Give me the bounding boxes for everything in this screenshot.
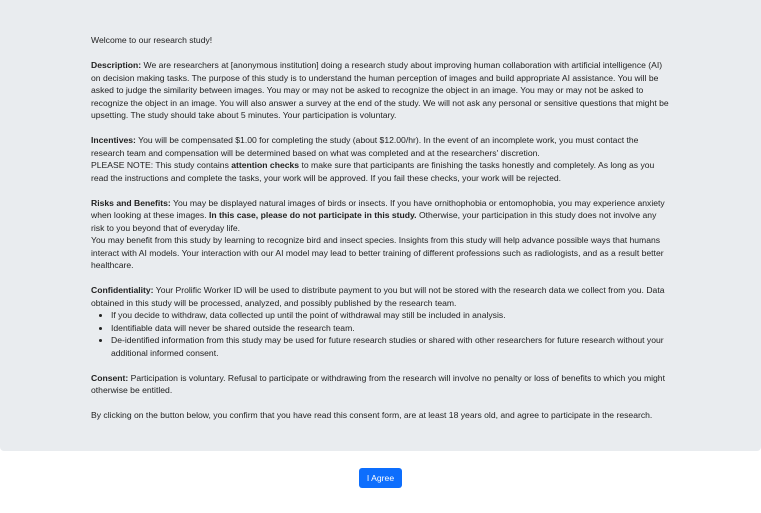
list-item: • If you decide to withdraw, data collected up until the point of withdrawal may still be included in analysis. (111, 309, 671, 322)
attention-check-note (91, 159, 671, 184)
benefits-text: You may benefit from this study by learning to recognize bird and insect species. Insights from this study will help advance possible ways that humans interact with AI models. Your interaction with our AI model may lead to better training of different professions such as radiologists, and as a result better healthcare. (91, 235, 664, 270)
risks-section (91, 197, 671, 235)
consent-section (91, 372, 671, 397)
note-suffix: to make sure that participants are finishing the tasks honestly and completely. As long as you read the instructions and complete the tasks, your work will be approved. If you fail these checks, your work will be rejected. (91, 160, 655, 183)
agree-container (0, 468, 761, 488)
consent-text: Participation is voluntary. Refusal to participate or withdrawing from the research will involve no penalty or loss of benefits to which you might otherwise be entitled. (91, 372, 665, 395)
welcome-text: Welcome to our research study! (91, 35, 213, 45)
confirm-text: By clicking on the button below, you confirm that you have read this consent form, are at least 18 years old, and agree to participate in the research. (91, 410, 653, 420)
confidentiality-section (91, 284, 671, 309)
incentives-label: Incentives: (91, 135, 136, 145)
consent-label: Consent: (91, 372, 129, 383)
confidentiality-label: Confidentiality: (91, 285, 154, 295)
incentives-text: You will be compensated $1.00 for completing the study (about $12.00/hr). In the event of an incomplete work, you must contact the research team and compensation will be determined based on what was completed and at the researchers' discretion. (91, 135, 639, 158)
incentives-section (91, 134, 671, 159)
agree-button[interactable]: I Agree (359, 468, 402, 488)
risks-label: Risks and Benefits: (91, 197, 171, 208)
confidentiality-list (91, 309, 671, 359)
description-label: Description: (91, 60, 142, 70)
risks-warning: In this case, please do not participate in this study. (209, 210, 417, 220)
note-prefix: PLEASE NOTE: This study contains (91, 160, 232, 170)
note-bold: attention checks (231, 160, 300, 170)
list-item: • De-identified information from this study may be used for future research studies or shared with other researchers for future research without your additional informed consent. (111, 334, 671, 359)
list-item: • Identifiable data will never be shared outside the research team. (111, 322, 671, 335)
risks-text-after: Otherwise, your participation in this study does not involve any risk to you beyond that of everyday life. (91, 210, 657, 233)
description-text: We are researchers at [anonymous institution] doing a research study about improving human collaboration with artificial intelligence (AI) on decision making tasks. The purpose of this study is to understand the human perception of images and build appropriate AI assistance. You will be asked to judge the similarity between images. You may or may not be asked to recognize the object in an image. You may or may not be asked to recognize the object in an image. You will also answer a survey at the end of the study. We will not ask any personal or sensitive questions that might be upsetting. The study should take about 5 minutes. Your participation is voluntary. (91, 60, 669, 120)
risks-text: You may be displayed natural images of birds or insects. If you have ornithophobia or entomophobia, you may experience anxiety when looking at these images. (91, 197, 665, 220)
confidentiality-text: Your Prolific Worker ID will be used to distribute payment to you but will not be stored with the research data we collect from you. Data obtained in this study will be processed, analyzed, and possibly published by the research team. (91, 285, 665, 308)
description-section (91, 59, 671, 122)
